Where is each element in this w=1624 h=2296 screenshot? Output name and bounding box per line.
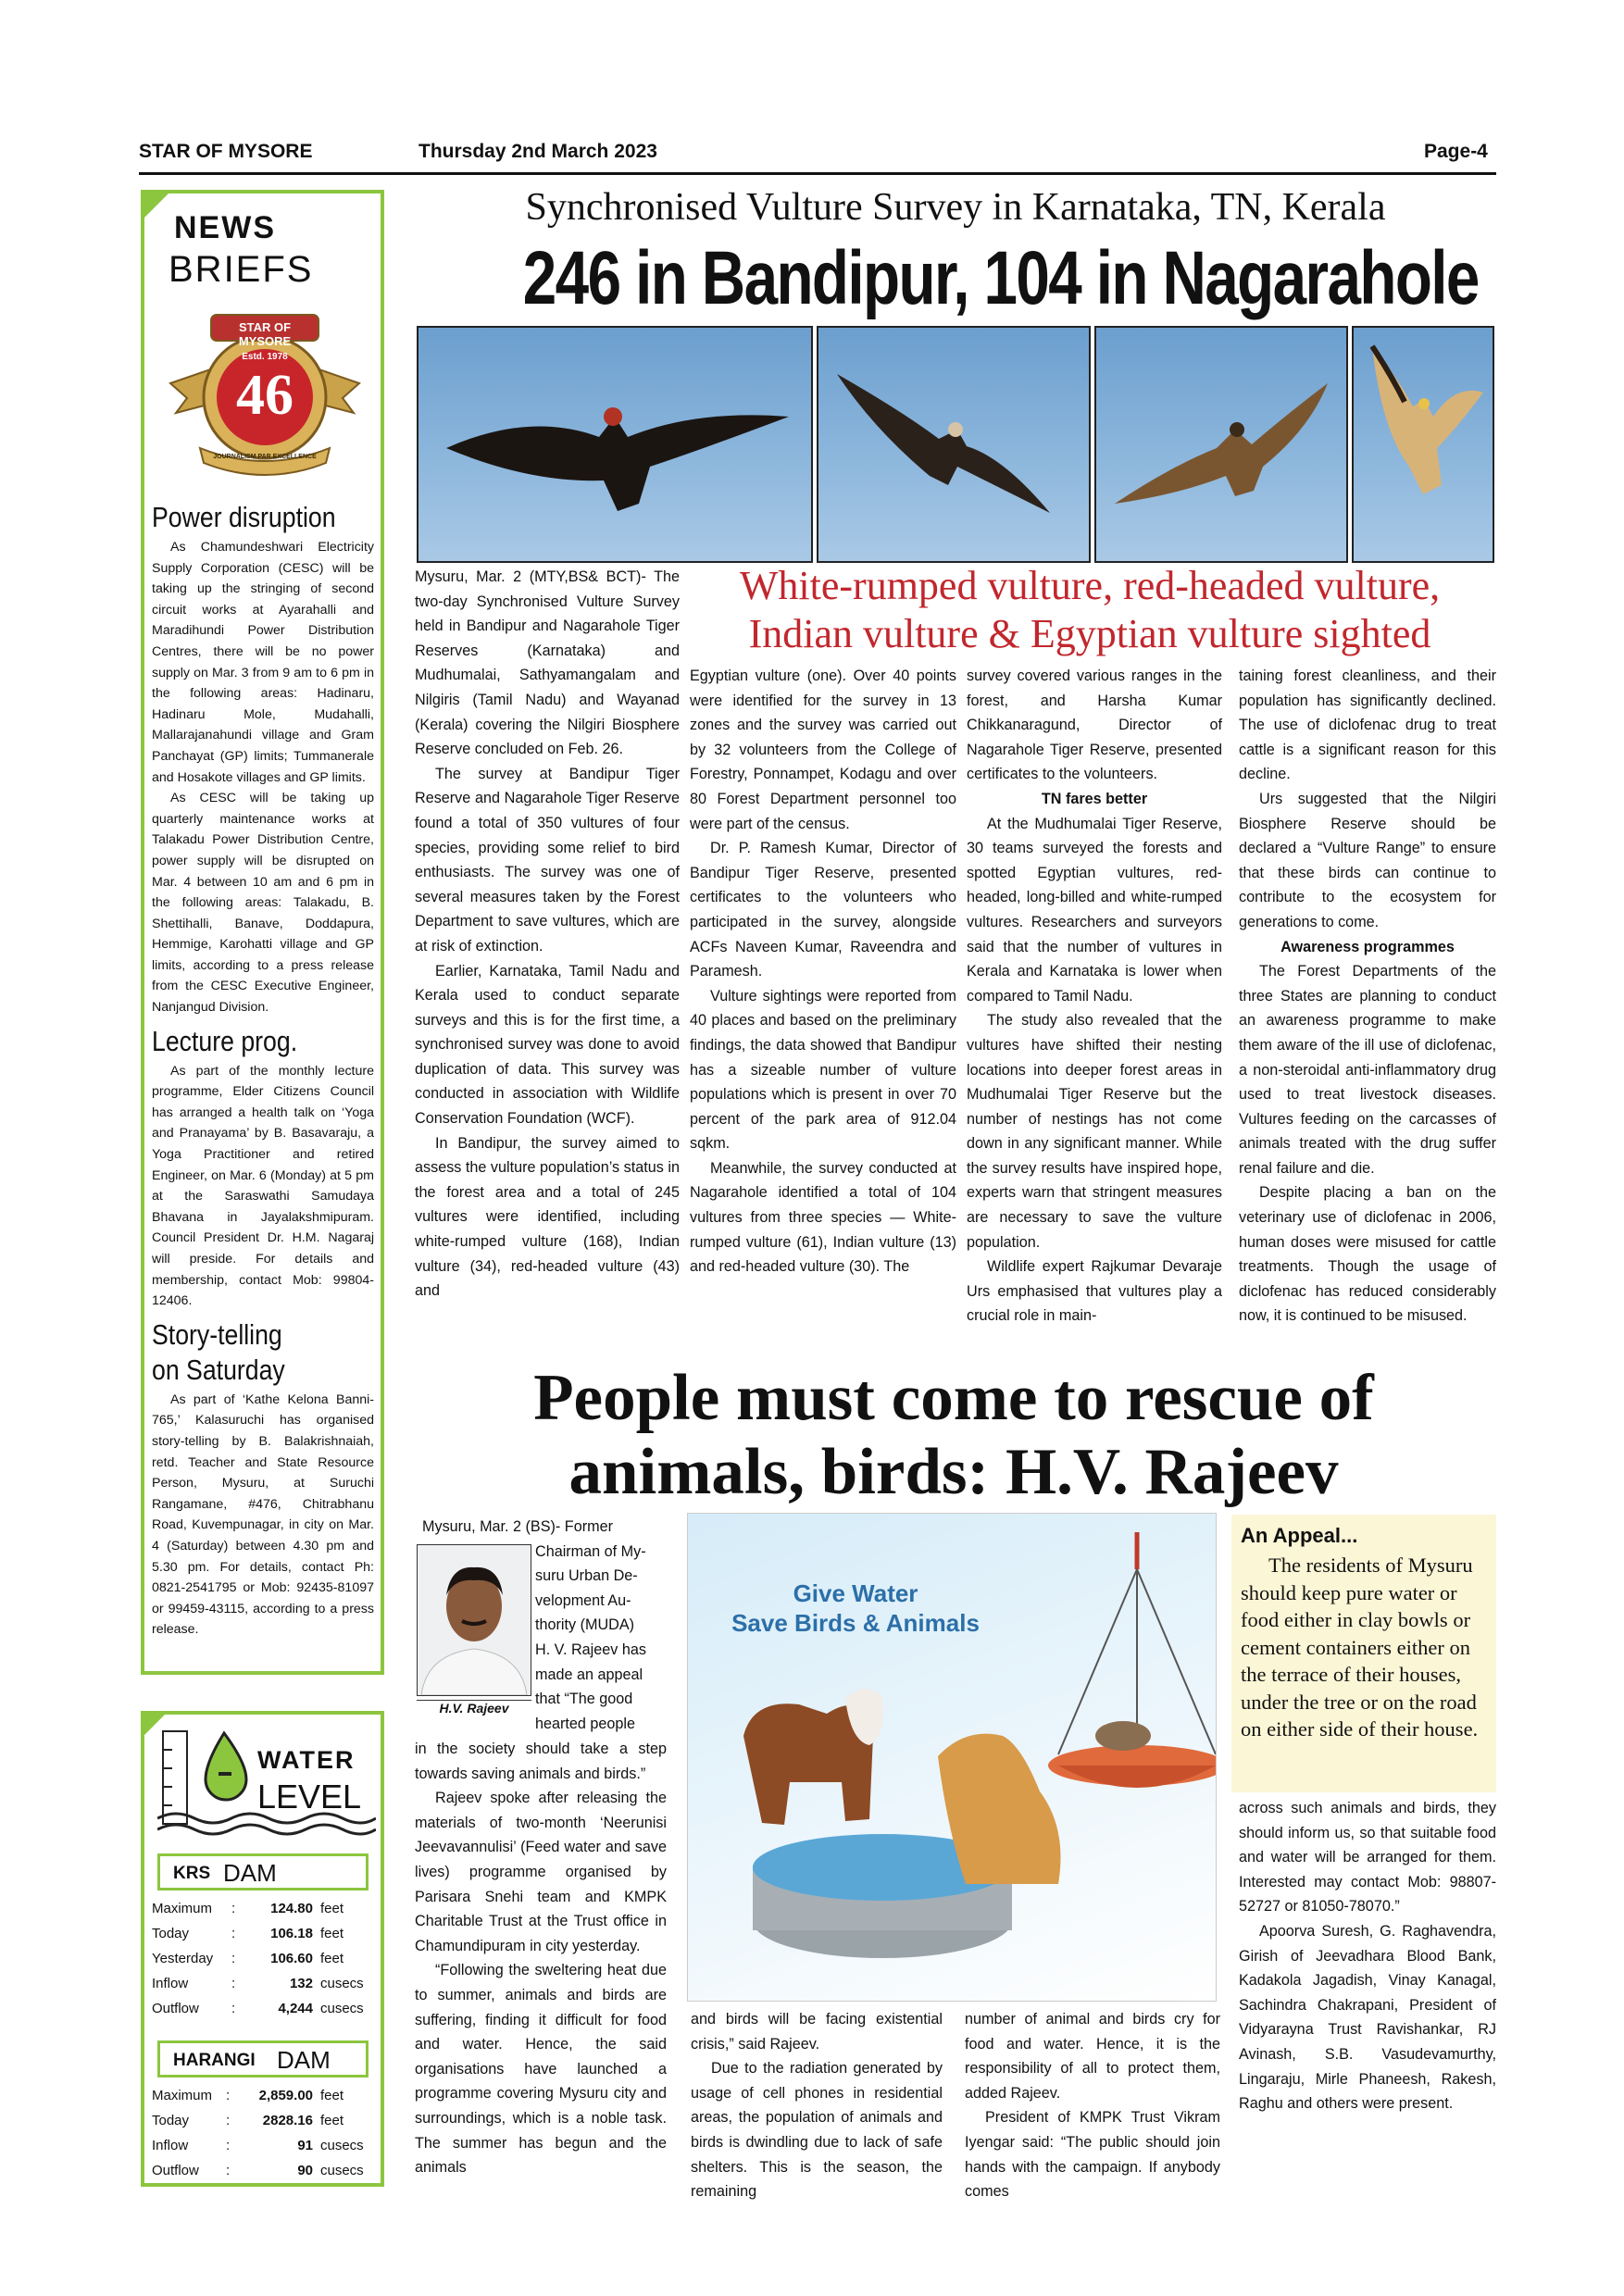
- harangi-table: [152, 2083, 374, 2183]
- row-label: Today: [152, 2113, 190, 2128]
- brief-story-body: [152, 1390, 374, 1641]
- article-subheading: TN fares better: [1041, 790, 1148, 807]
- issue-date: Thursday 2nd March 2023: [418, 141, 657, 162]
- article-paragraph: At the Mudhumalai Tiger Reserve, 30 teams surveyed the forests and spotted Egyptian vultures, red-headed, long-billed and white-rumped vultures. Researchers and surveyors said that the number of vultures in Kerala and Karnataka is lower when compared to Tamil Nadu.: [967, 815, 1222, 1004]
- water-level-box: [141, 1711, 384, 2187]
- article2-col4: [1239, 1796, 1496, 2116]
- row-label: Inflow: [152, 2138, 189, 2153]
- article-paragraph: in the society should take a step towards saving animals and birds.”: [415, 1741, 667, 1782]
- photo-white-rumped-vulture: [817, 326, 1091, 563]
- article1-subhead-2: Indian vulture & Egyptian vulture sighted: [748, 611, 1431, 656]
- logo-top-text: STAR OF MYSORE: [238, 320, 292, 348]
- brief-heading-story-1: Story-telling: [152, 1317, 282, 1351]
- water-title: WATER: [257, 1746, 356, 1774]
- brief-power-para: As Chamundeshwari Electricity Supply Corporation (CESC) will be taking up the stringing of second circuit works at Ayarahalli and Maradihundi Power Distribution Centres, there will be no power supply on Mar. 3 from 9 am to 6 pm in the following areas: Hadinaru, Hadinaru Mole, Mudahalli, Mallarajanahundi village and Gram Panchayat (GP) limits; Tummanerale and Hosakote villages and GP limits.: [152, 540, 374, 785]
- row-label: Today: [152, 1926, 190, 1941]
- article-paragraph: The study also revealed that the vultures have shifted their nesting locations into deeper forest areas in Mudhumalai Tiger Reserve but the number of nestings has not come down in any significant manner. While the survey results have inspired hope, experts warn that stringent measures are necessary to save the vulture population.: [967, 1012, 1222, 1251]
- news-title: NEWS: [174, 210, 276, 245]
- table-row: Maximum : 124.80 feet: [152, 1896, 374, 1921]
- article-paragraph: Meanwhile, the survey conducted at Nagarahole identified a total of 104 vultures from three species — White-rumped vulture (61), Indian vulture (13) and red-headed vulture (30). The: [690, 1159, 956, 1276]
- brief-lecture-para: As part of the monthly lecture programme, Elder Citizens Council has arranged a health talk on ‘Yoga and Pranayama’ by B. Basavaraju, a Yoga Practitioner and retired Engineer, on Mar. 6 (Monday) at 5 pm at the Saraswathi Samudaya Bhavana in Jayalakshmipuram. Council President Dr. H.M. Nagaraj will preside. For details and membership, contact Mob: 99804-12406.: [152, 1063, 374, 1309]
- row-unit: cusecs: [320, 2163, 364, 2178]
- lead-line: made an appeal: [535, 1666, 643, 1683]
- table-row: Today : 2828.16 feet: [152, 2108, 374, 2133]
- row-label: Inflow: [152, 1976, 189, 1991]
- anniversary-logo: [163, 309, 367, 480]
- brief-power-body: [152, 537, 374, 1018]
- poster-line-1: Give Water: [793, 1579, 918, 1607]
- article-paragraph: Dr. P. Ramesh Kumar, Director of Bandipur Tiger Reserve, presented certificates to the volunteers who participated in the survey, alongside ACFs Naveen Kumar, Raveendra and Paramesh.: [690, 840, 956, 980]
- table-row: Outflow : 90 cusecs: [152, 2158, 374, 2183]
- paper-name: STAR OF MYSORE: [139, 141, 313, 162]
- article-paragraph: Vulture sightings were reported from 40 places and based on the preliminary findings, the data showed that Bandipur has a sizeable number of vulture populations which is present in over 70 percent of the park area of 912.04 sqkm.: [690, 987, 956, 1153]
- row-value: 132: [289, 1976, 313, 1991]
- row-value: 2,859.00: [258, 2088, 313, 2103]
- photo-egyptian-vulture: [1352, 326, 1494, 563]
- article-paragraph: Urs suggested that the Nilgiri Biosphere Reserve should be declared a “Vulture Range” to ensure that these birds can continue to contribute to the ecosystem for generations to come.: [1239, 790, 1496, 930]
- article2-headline-1: People must come to rescue of: [533, 1362, 1374, 1434]
- krs-title-box: [157, 1853, 369, 1890]
- logo-estd: Estd. 1978: [242, 352, 288, 362]
- article-paragraph: Wildlife expert Rajkumar Devaraje Urs emphasised that vultures play a crucial role in main-: [967, 1258, 1222, 1325]
- article-paragraph: President of KMPK Trust Vikram Iyengar said: “The public should join hands with the campaign. If anybody comes: [965, 2109, 1220, 2201]
- lead-line: Mysuru, Mar. 2 (BS)- Former: [422, 1518, 613, 1535]
- harangi-dam-label: DAM: [277, 2046, 331, 2074]
- article1-col2: [690, 664, 956, 1279]
- article-paragraph: taining forest cleanliness, and their population has significantly declined. The use of diclofenac drug to treat cattle is a significant reason for this decline.: [1239, 668, 1496, 783]
- row-unit: feet: [320, 2113, 344, 2128]
- row-label: Outflow: [152, 2001, 199, 2016]
- briefs-content: [152, 494, 374, 1641]
- article-paragraph: Rajeev spoke after releasing the materials of two-month ‘Neerunisi Jeevavannulisi’ (Feed water and save lives) programme organised by Parisara Snehi team and KMPK Charitable Trust at the Trust office in Chamundipuram in city yesterday.: [415, 1790, 667, 1954]
- news-briefs-box: [141, 190, 384, 1675]
- article-paragraph: Despite placing a ban on the veterinary use of diclofenac in 2006, human doses were misused for cattle treatments. Though the usage of diclofenac has reduced considerably now, it is continued to be misused.: [1239, 1184, 1496, 1325]
- row-value: 90: [297, 2163, 313, 2178]
- article1-col1: [415, 565, 680, 1304]
- header-rule: [139, 172, 1496, 175]
- table-row: Inflow : 91 cusecs: [152, 2133, 374, 2158]
- article1-col4: [1239, 664, 1496, 1329]
- article2-col3: [965, 2007, 1220, 2204]
- row-unit: feet: [320, 1901, 344, 1916]
- article-paragraph: Egyptian vulture (one). Over 40 points were identified for the survey in 13 zones and the survey was carried out by 32 volunteers from the College of Forestry, Ponnampet, Kodagu and over 80 Forest Department personnel too were part of the census.: [690, 668, 956, 832]
- table-row: Inflow : 132 cusecs: [152, 1971, 374, 1996]
- logo-number: 46: [236, 364, 294, 427]
- brief-heading-story-2: on Saturday: [152, 1353, 285, 1386]
- row-value: 124.80: [270, 1901, 313, 1916]
- article-paragraph: “Following the sweltering heat due to summer, animals and birds are suffering, finding it difficult for food and water. Hence, the said organisations have launched a programme covering Mysuru city and surroundings, which is a noble task. The summer has begun and the animals: [415, 1962, 667, 2177]
- article1-col3: [967, 664, 1222, 1329]
- row-unit: cusecs: [320, 2138, 364, 2153]
- article2-headline-2: animals, birds: H.V. Rajeev: [568, 1436, 1339, 1508]
- article-paragraph: number of animal and birds cry for food and water. Hence, it is the responsibility of all to protect them, added Rajeev.: [965, 2011, 1220, 2102]
- row-unit: feet: [320, 1926, 344, 1941]
- table-row: Today : 106.18 feet: [152, 1921, 374, 1946]
- lead-line: velopment Au-: [535, 1591, 631, 1609]
- row-unit: feet: [320, 2088, 344, 2103]
- lead-line: thority (MUDA): [535, 1616, 635, 1634]
- row-unit: cusecs: [320, 1976, 364, 1991]
- portrait-caption: H.V. Rajeev: [417, 1700, 531, 1716]
- brief-heading-power: Power disruption: [152, 501, 336, 533]
- article1-kicker: Synchronised Vulture Survey in Karnataka, TN, Kerala: [525, 186, 1386, 229]
- photo-red-headed-vulture: [417, 326, 813, 563]
- brief-power-para: As CESC will be taking up quarterly maintenance works at Talakadu Power Distribution Centre, power supply will be disrupted on Mar. 4 between 10 am and 6 pm in the following areas: Talakadu, B. Shettihalli, Banave, Doddapura, Hemmige, Karohatti village and GP limits, according to a press release from the CESC Executive Engineer, Nanjangud Division.: [152, 791, 374, 1016]
- krs-table: [152, 1896, 374, 2021]
- harangi-title-box: [157, 2040, 369, 2078]
- lead-line: suru Urban De-: [535, 1567, 638, 1585]
- article-paragraph: The survey at Bandipur Tiger Reserve and Nagarahole Tiger Reserve found a total of 350 vultures of four species, providing some relief to bird enthusiasts. The survey was one of several measures taken by the Forest Department to save vultures, which are at risk of extinction.: [415, 765, 680, 955]
- poster-line-2: Save Birds & Animals: [731, 1609, 980, 1637]
- article1-subhead-1: White-rumped vulture, red-headed vulture,: [739, 563, 1441, 608]
- lead-line: H. V. Rajeev has: [535, 1641, 646, 1658]
- brief-heading-lecture: Lecture prog.: [152, 1024, 298, 1057]
- lead-line: that “The good: [535, 1691, 633, 1708]
- article-paragraph: Due to the radiation generated by usage of cell phones in residential areas, the population of animals and birds is dwindling due to lack of safe shelters. This is the season, the remaining: [691, 2060, 943, 2201]
- table-row: Yesterday : 106.60 feet: [152, 1946, 374, 1971]
- krs-dam-label: DAM: [223, 1859, 277, 1887]
- table-row: Outflow : 4,244 cusecs: [152, 1996, 374, 2021]
- row-value: 4,244: [278, 2001, 313, 2016]
- article-paragraph: across such animals and birds, they should inform us, so that suitable food and water will be arranged for them. Interested may contact Mob: 98807-52727 or 81050-78070.”: [1239, 1800, 1496, 1915]
- article-paragraph: The Forest Departments of the three States are planning to conduct an awareness programme to make them aware of the ill use of diclofenac, a non-steroidal anti-inflammatory drug used to treat livestock diseases. Vultures feeding on the carcasses of animals treated with the drug suffer renal failure and die.: [1239, 963, 1496, 1177]
- article-paragraph: Mysuru, Mar. 2 (MTY,BS& BCT)- The two-day Synchronised Vulture Survey held in Bandipur and Nagarahole Tiger Reserves (Karnataka) and Mudhumalai, Sathyamangalam and Nilgiris (Tamil Nadu) and Wayanad (Kerala) covering the Nilgiri Biosphere Reserve concluded on Feb. 26.: [415, 568, 680, 758]
- row-label: Maximum: [152, 2088, 213, 2103]
- article1-headline: 246 in Bandipur, 104 in Nagarahole: [522, 236, 1479, 320]
- article2-col1: [415, 1737, 667, 2180]
- page-number: Page-4: [1424, 141, 1488, 162]
- krs-name: KRS: [173, 1864, 211, 1883]
- appeal-text: The residents of Mysuru should keep pure water or food either in clay bowls or cement containers either on the terrace of their houses, under the tree or on the road on either side of their house.: [1241, 1554, 1479, 1741]
- article-paragraph: Earlier, Karnataka, Tamil Nadu and Kerala used to conduct separate surveys and this is for the first time, a synchronised survey was done to avoid duplication of data. This survey was conducted in association with Wildlife Conservation Foundation (WCF).: [415, 962, 680, 1128]
- article-paragraph: In Bandipur, the survey aimed to assess the vulture population’s status in the forest area and a total of 245 vultures were identified, including white-rumped vulture (168), Indian vulture (34), red-headed vulture (43) and: [415, 1134, 680, 1300]
- logo-ribbon: JOURNALISM PAR EXCELLENCE: [213, 454, 317, 460]
- harangi-name: HARANGI: [173, 2051, 256, 2070]
- article2-lead: [422, 1515, 667, 1736]
- give-water-poster: [687, 1513, 1217, 2002]
- article-paragraph: Apoorva Suresh, G. Raghavendra, Girish of Jeevadhara Blood Bank, Kadakola Jagadish, Vinay Kanagal, Sachindra Chakrapani, President of Vidyarayna Trust Ravishankar, RJ Avinash, S.B. Vasudevamurthy, Lingaraju, Mirle Phaneesh, Rakesh, Raghu and others were present.: [1239, 1922, 1496, 2113]
- table-row: Maximum : 2,859.00 feet: [152, 2083, 374, 2108]
- briefs-title: BRIEFS: [169, 249, 314, 290]
- article-paragraph: and birds will be facing existential crisis,” said Rajeev.: [691, 2011, 943, 2053]
- row-value: 91: [297, 2138, 313, 2153]
- photo-indian-vulture: [1094, 326, 1348, 563]
- level-title: LEVEL: [257, 1778, 362, 1816]
- lead-line: Chairman of My-: [535, 1542, 646, 1560]
- lead-line: hearted people: [535, 1715, 636, 1732]
- article-subheading: Awareness programmes: [1280, 938, 1455, 955]
- row-value: 106.60: [270, 1951, 313, 1966]
- article2-col2: [691, 2007, 943, 2204]
- brief-story-para: As part of ‘Kathe Kelona Banni-765,’ Kalasuruchi has organised story-telling by B. Balakrishnaiah, retd. Teacher and State Resource Person, Mysuru, at Suruchi Rangamane, #476, Chitrabhanu Road, Kuvempunagar, in city on Mar. 4 (Saturday) between 4.30 pm and 5.30 pm. For details, contact Ph: 0821-2541795 or Mob: 92435-81097 or 99459-43115, according to a press release.: [152, 1391, 374, 1638]
- row-unit: cusecs: [320, 2001, 364, 2016]
- article-paragraph: survey covered various ranges in the forest, and Harsha Kumar Chikkanaragund, Director of Nagarahole Tiger Reserve, presented certificates to the volunteers.: [967, 668, 1222, 783]
- appeal-title: An Appeal...: [1241, 1524, 1358, 1547]
- row-unit: feet: [320, 1951, 344, 1966]
- row-label: Maximum: [152, 1901, 213, 1916]
- row-label: Yesterday: [152, 1951, 214, 1966]
- row-value: 106.18: [270, 1926, 313, 1941]
- row-label: Outflow: [152, 2163, 199, 2178]
- corner-tab-icon: [141, 190, 172, 221]
- portrait-photo: [417, 1544, 531, 1696]
- appeal-box: [1231, 1515, 1496, 1792]
- brief-lecture-body: [152, 1061, 374, 1312]
- row-value: 2828.16: [262, 2113, 313, 2128]
